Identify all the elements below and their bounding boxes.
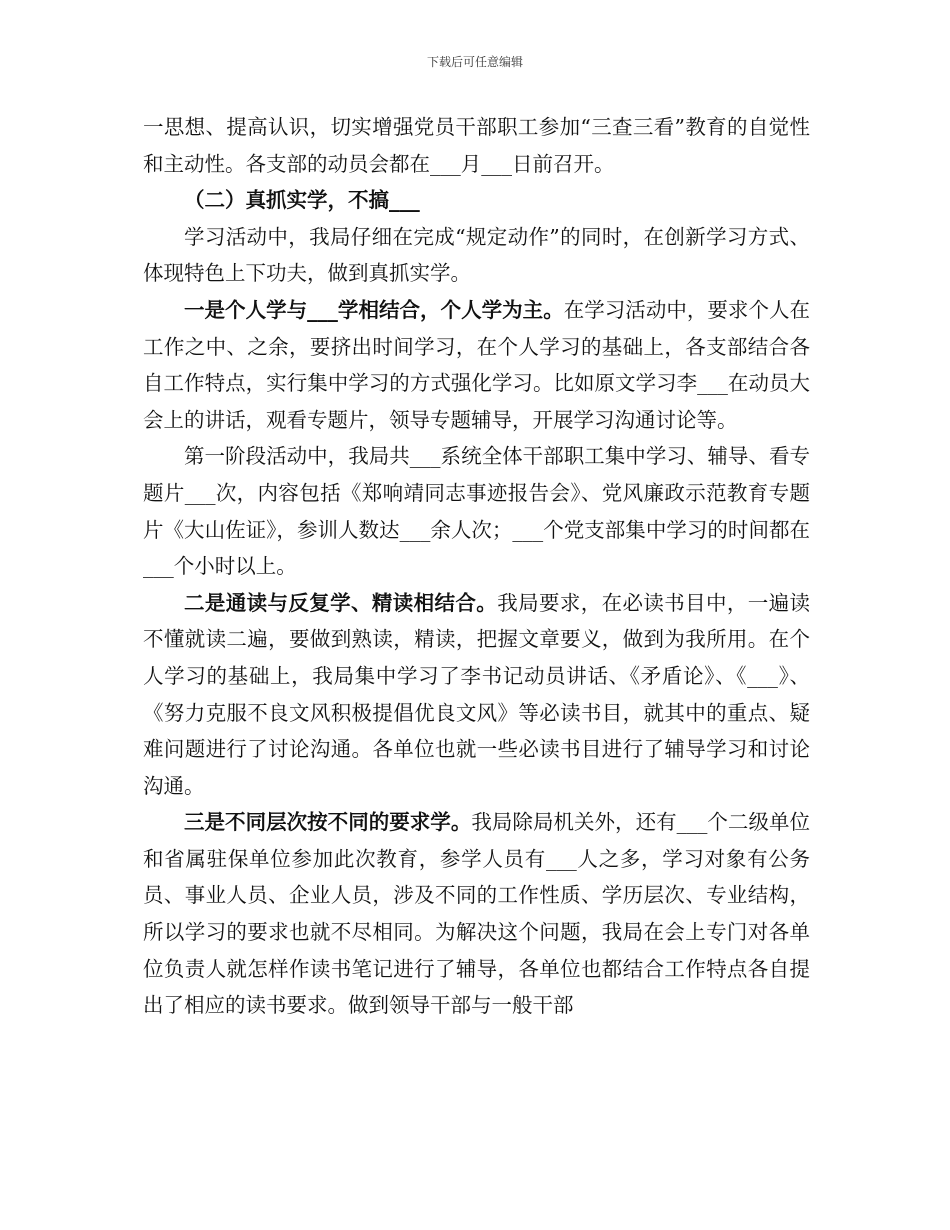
document-body bbox=[143, 109, 810, 1024]
section-heading bbox=[143, 182, 810, 219]
paragraph bbox=[143, 438, 810, 584]
paragraph-text: 第一阶段活动中，我局共___系统全体干部职工集中学习、辅导、看专题片___次，内容包括《郑响靖同志事迹报告会》、党风廉政示范教育专题片《大山佐证》，参训人数达___余人次；___个党支部集中学习的时间都在___个小时以上。 bbox=[143, 444, 810, 579]
paragraph-lead: 一是个人学与___学相结合，个人学为主。 bbox=[184, 297, 564, 322]
page-header: 下载后可任意编辑 bbox=[426, 55, 523, 69]
paragraph-lead: 三是不同层次按不同的要求学。 bbox=[184, 810, 472, 835]
section-heading-text: （二）真抓实学，不搞___ bbox=[184, 188, 420, 213]
paragraph-continued bbox=[143, 109, 810, 182]
paragraph-text: 学习活动中，我局仔细在完成“规定动作”的同时，在创新学习方式、体现特色上下功夫，做到真抓实学。 bbox=[143, 224, 810, 286]
paragraph bbox=[143, 219, 810, 292]
paragraph-text: 一思想、提高认识，切实增强党员干部职工参加“三查三看”教育的自觉性和主动性。各支部的动员会都在___月___日前召开。 bbox=[143, 115, 810, 176]
paragraph bbox=[143, 585, 810, 805]
paragraph-text: 在学习活动中，要求个人在工作之中、之余，要挤出时间学习，在个人学习的基础上，各支部结合各自工作特点，实行集中学习的方式强化学习。比如原文学习李___在动员大会上的讲话，观看专题片，领导专题辅导，开展学习沟通讨论等。 bbox=[143, 297, 811, 432]
paragraph-lead: 二是通读与反复学、精读相结合。 bbox=[184, 590, 498, 615]
paragraph-text: 我局要求，在必读书目中，一遍读不懂就读二遍，要做到熟读，精读，把握文章要义，做到为我所用。在个人学习的基础上，我局集中学习了李书记动员讲话、《矛盾论》、《___》、《努力克服不良文风积极提倡优良文风》等必读书目，就其中的重点、疑难问题进行了讨论沟通。各单位也就一些必读书目进行了辅导学习和讨论沟通。 bbox=[143, 590, 811, 798]
paragraph bbox=[143, 804, 810, 1024]
paragraph bbox=[143, 292, 810, 438]
paragraph-text: 我局除局机关外，还有___个二级单位和省属驻保单位参加此次教育，参学人员有___人之多，学习对象有公务员、事业人员、企业人员，涉及不同的工作性质、学历层次、专业结构，所以学习的要求也就不尽相同。为解决这个问题，我局在会上专门对各单位负责人就怎样作读书笔记进行了辅导，各单位也都结合工作特点各自提出了相应的读书要求。做到领导干部与一般干部 bbox=[143, 810, 811, 1018]
